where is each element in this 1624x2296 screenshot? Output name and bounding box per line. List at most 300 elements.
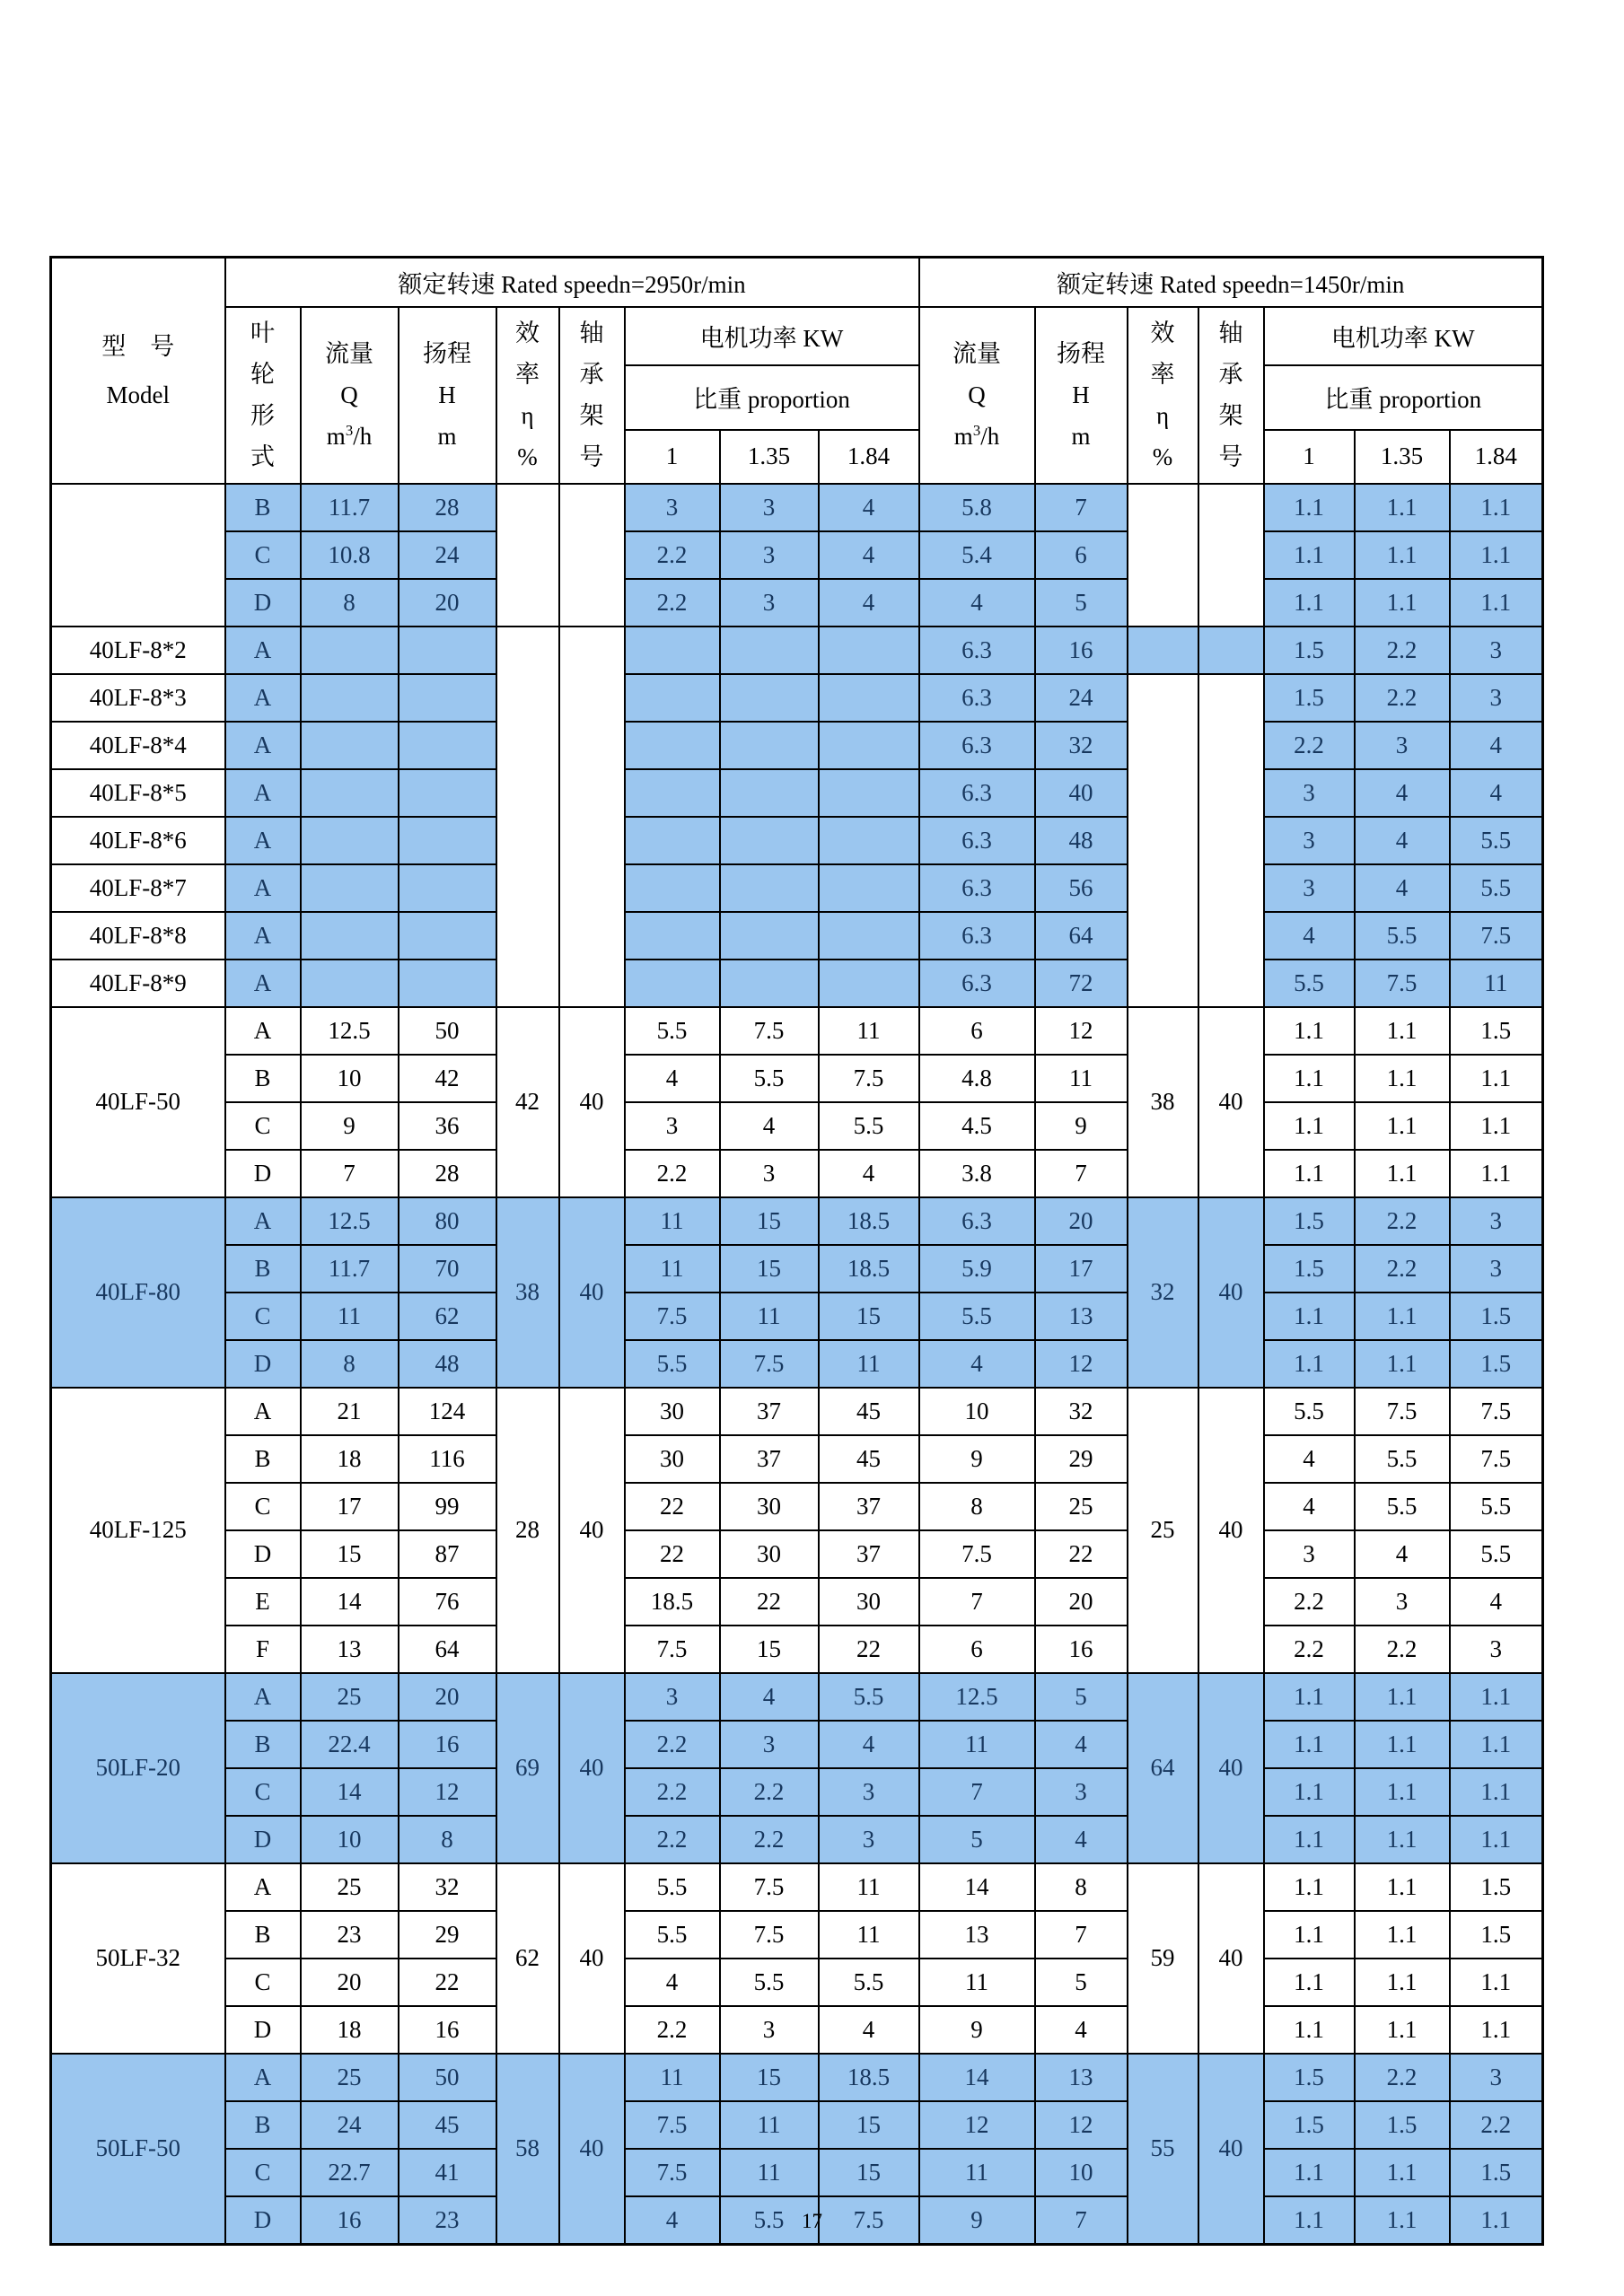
power-cell-2950-sg184: 37	[819, 1483, 919, 1530]
flow-cell-1450: 10	[919, 1388, 1035, 1435]
proportion-header-2950: 比重 proportion	[625, 365, 919, 430]
power-cell-1450-sg135: 5.5	[1355, 1483, 1450, 1530]
impeller-cell: D	[225, 1530, 301, 1578]
table-row	[51, 1435, 1543, 1483]
power-cell-1450-sg184: 7.5	[1450, 912, 1543, 960]
power-cell-1450-sg1: 1.1	[1264, 2149, 1355, 2196]
power-cell-2950-sg1: 3	[625, 1102, 720, 1150]
flow-cell-1450: 7	[919, 1768, 1035, 1816]
power-cell-2950-sg135: 11	[720, 1293, 819, 1340]
power-cell-2950-sg184: 18.5	[819, 2054, 919, 2101]
impeller-cell: B	[225, 484, 301, 531]
power-cell-2950-sg1: 11	[625, 1197, 720, 1245]
flow-cell-2950: 23	[301, 1911, 399, 1959]
power-cell-2950-sg135: 15	[720, 1245, 819, 1293]
power-cell-2950-sg135: 11	[720, 2149, 819, 2196]
flow-cell-2950	[301, 912, 399, 960]
flow-cell-1450: 12.5	[919, 1673, 1035, 1721]
power-cell-2950-sg1: 2.2	[625, 579, 720, 627]
power-cell-1450-sg1: 1.1	[1264, 1816, 1355, 1863]
model-cell: 40LF-8*6	[51, 817, 225, 864]
flow-cell-1450: 8	[919, 1483, 1035, 1530]
power-cell-2950-sg1: 3	[625, 1673, 720, 1721]
power-cell-1450-sg135: 1.1	[1355, 1721, 1450, 1768]
power-cell-2950-sg135: 4	[720, 1102, 819, 1150]
impeller-cell: C	[225, 2149, 301, 2196]
head-cell-2950	[399, 960, 496, 1007]
power-cell-2950-sg1: 4	[625, 1959, 720, 2006]
head-cell-2950: 28	[399, 1150, 496, 1197]
head-cell-1450: 20	[1035, 1578, 1128, 1626]
head-cell-1450: 64	[1035, 912, 1128, 960]
impeller-cell: C	[225, 1959, 301, 2006]
impeller-cell: E	[225, 1578, 301, 1626]
table-row	[51, 1197, 1543, 1245]
head-cell-2950: 116	[399, 1435, 496, 1483]
power-cell-2950-sg184: 45	[819, 1435, 919, 1483]
power-cell-2950-sg1	[625, 674, 720, 722]
power-cell-2950-sg135	[720, 960, 819, 1007]
table-row	[51, 1816, 1543, 1863]
power-cell-2950-sg1: 5.5	[625, 1007, 720, 1055]
impeller-cell: D	[225, 2006, 301, 2054]
power-cell-1450-sg184: 7.5	[1450, 1388, 1543, 1435]
power-cell-1450-sg135: 1.1	[1355, 1768, 1450, 1816]
impeller-cell: A	[225, 1007, 301, 1055]
head-cell-1450: 5	[1035, 1673, 1128, 1721]
power-cell-2950-sg184: 15	[819, 1293, 919, 1340]
flow-cell-1450: 11	[919, 1959, 1035, 2006]
power-cell-2950-sg135: 37	[720, 1388, 819, 1435]
power-cell-2950-sg184: 15	[819, 2101, 919, 2149]
flow-cell-1450: 6.3	[919, 674, 1035, 722]
flow-cell-2950: 11	[301, 1293, 399, 1340]
power-cell-1450-sg184: 4	[1450, 769, 1543, 817]
bearing-cell-1450: 40	[1198, 1673, 1264, 1863]
power-cell-2950-sg135: 3	[720, 1150, 819, 1197]
flow-cell-2950: 10	[301, 1816, 399, 1863]
power-cell-1450-sg135: 1.1	[1355, 1340, 1450, 1388]
power-cell-2950-sg135: 3	[720, 1721, 819, 1768]
head-cell-2950: 48	[399, 1340, 496, 1388]
power-cell-1450-sg184: 1.5	[1450, 1911, 1543, 1959]
power-cell-1450-sg1: 2.2	[1264, 1578, 1355, 1626]
head-cell-2950	[399, 627, 496, 674]
impeller-cell: A	[225, 2054, 301, 2101]
power-cell-2950-sg135	[720, 769, 819, 817]
power-cell-1450-sg135: 7.5	[1355, 960, 1450, 1007]
power-cell-2950-sg1: 7.5	[625, 1293, 720, 1340]
efficiency-cell-1450: 38	[1128, 1007, 1198, 1197]
head-cell-2950: 41	[399, 2149, 496, 2196]
model-cell: 40LF-8*5	[51, 769, 225, 817]
head-cell-2950: 87	[399, 1530, 496, 1578]
flow-cell-1450: 6.3	[919, 1197, 1035, 1245]
head-cell-1450: 7	[1035, 1911, 1128, 1959]
flow-cell-2950: 20	[301, 1959, 399, 2006]
bearing-cell-2950: 40	[559, 1863, 625, 2054]
power-cell-1450-sg135: 1.1	[1355, 1150, 1450, 1197]
efficiency-cell-1450: 55	[1128, 2054, 1198, 2245]
power-cell-1450-sg184: 3	[1450, 1197, 1543, 1245]
power-cell-1450-sg1: 1.1	[1264, 1007, 1355, 1055]
power-cell-2950-sg1: 5.5	[625, 1911, 720, 1959]
flow-cell-1450: 4.8	[919, 1055, 1035, 1102]
power-cell-2950-sg1: 2.2	[625, 1150, 720, 1197]
power-cell-1450-sg1: 3	[1264, 817, 1355, 864]
power-cell-2950-sg1: 7.5	[625, 1626, 720, 1673]
flow-cell-2950: 16	[301, 2196, 399, 2245]
flow-unit: $m^3/h$	[326, 422, 373, 450]
power-cell-1450-sg135: 2.2	[1355, 1197, 1450, 1245]
power-cell-1450-sg184: 1.1	[1450, 1150, 1543, 1197]
impeller-cell: A	[225, 960, 301, 1007]
flow-cell-2950: 25	[301, 2054, 399, 2101]
impeller-cell: A	[225, 769, 301, 817]
power-cell-2950-sg184: 11	[819, 1007, 919, 1055]
power-cell-2950-sg184	[819, 769, 919, 817]
power-cell-1450-sg135: 2.2	[1355, 674, 1450, 722]
flow-cell-2950	[301, 960, 399, 1007]
impeller-cell: B	[225, 2101, 301, 2149]
power-cell-1450-sg184: 3	[1450, 1245, 1543, 1293]
flow-cell-1450: 14	[919, 1863, 1035, 1911]
head-cell-2950: 12	[399, 1768, 496, 1816]
flow-cell-2950: 7	[301, 1150, 399, 1197]
flow-cell-2950: 10.8	[301, 531, 399, 579]
power-cell-1450-sg184: 4	[1450, 722, 1543, 769]
power-cell-2950-sg184	[819, 674, 919, 722]
power-cell-1450-sg1: 1.1	[1264, 1055, 1355, 1102]
table-row	[51, 531, 1543, 579]
power-cell-2950-sg135: 7.5	[720, 1340, 819, 1388]
power-cell-1450-sg184: 3	[1450, 1626, 1543, 1673]
power-cell-1450-sg184: 1.1	[1450, 1721, 1543, 1768]
power-cell-2950-sg135	[720, 674, 819, 722]
table-header	[51, 258, 1543, 484]
flow-cell-2950: 14	[301, 1578, 399, 1626]
head-cell-2950: 99	[399, 1483, 496, 1530]
efficiency-cell-1450	[1128, 627, 1198, 674]
table-row	[51, 1102, 1543, 1150]
table-row	[51, 1626, 1543, 1673]
flow-cell-2950: 8	[301, 1340, 399, 1388]
head-cell-2950: 24	[399, 531, 496, 579]
power-cell-1450-sg135: 1.1	[1355, 1863, 1450, 1911]
table-body	[51, 484, 1543, 2245]
power-cell-2950-sg1: 11	[625, 2054, 720, 2101]
power-cell-1450-sg135: 1.1	[1355, 1959, 1450, 2006]
power-cell-1450-sg184: 1.5	[1450, 1293, 1543, 1340]
flow-cell-1450: 11	[919, 2149, 1035, 2196]
power-cell-1450-sg135: 7.5	[1355, 1388, 1450, 1435]
power-cell-2950-sg184	[819, 722, 919, 769]
head-cell-1450: 25	[1035, 1483, 1128, 1530]
power-cell-2950-sg184: 18.5	[819, 1245, 919, 1293]
power-cell-1450-sg1: 5.5	[1264, 960, 1355, 1007]
power-cell-1450-sg1: 1.1	[1264, 2006, 1355, 2054]
impeller-cell: A	[225, 817, 301, 864]
model-cell	[51, 484, 225, 627]
head-cell-2950: 8	[399, 1816, 496, 1863]
model-cell: 40LF-8*2	[51, 627, 225, 674]
flow-cell-1450: 5.4	[919, 531, 1035, 579]
power-cell-2950-sg135: 7.5	[720, 1007, 819, 1055]
table-row	[51, 912, 1543, 960]
power-cell-2950-sg135: 15	[720, 1626, 819, 1673]
head-cell-1450: 4	[1035, 1721, 1128, 1768]
power-cell-1450-sg1: 3	[1264, 864, 1355, 912]
power-cell-2950-sg1: 7.5	[625, 2101, 720, 2149]
power-cell-2950-sg135: 2.2	[720, 1816, 819, 1863]
impeller-cell: A	[225, 864, 301, 912]
flow-header-2950: 流量 Q $m^3/h$	[301, 307, 399, 484]
power-cell-2950-sg184: 18.5	[819, 1197, 919, 1245]
flow-cell-2950: 11.7	[301, 484, 399, 531]
table-row	[51, 1388, 1543, 1435]
power-cell-1450-sg135: 4	[1355, 817, 1450, 864]
speed-header-1450: 额定转速 Rated speedn=1450r/min	[919, 258, 1543, 307]
power-cell-1450-sg1: 1.1	[1264, 1673, 1355, 1721]
power-cell-1450-sg1: 1.5	[1264, 627, 1355, 674]
power-cell-2950-sg1: 30	[625, 1435, 720, 1483]
head-cell-1450: 6	[1035, 531, 1128, 579]
power-cell-1450-sg1: 1.1	[1264, 579, 1355, 627]
power-cell-2950-sg1: 18.5	[625, 1578, 720, 1626]
power-cell-2950-sg184: 4	[819, 1150, 919, 1197]
power-cell-1450-sg184: 5.5	[1450, 817, 1543, 864]
flow-cell-1450: 7	[919, 1578, 1035, 1626]
head-cell-2950: 70	[399, 1245, 496, 1293]
power-cell-1450-sg1: 2.2	[1264, 1626, 1355, 1673]
power-cell-2950-sg184: 3	[819, 1816, 919, 1863]
power-cell-2950-sg135: 5.5	[720, 1959, 819, 2006]
model-cell: 40LF-8*7	[51, 864, 225, 912]
power-cell-2950-sg184: 3	[819, 1768, 919, 1816]
efficiency-cell-2950	[496, 627, 559, 1007]
table-row	[51, 627, 1543, 674]
efficiency-cell-1450: 59	[1128, 1863, 1198, 2054]
power-cell-1450-sg1: 1.1	[1264, 1150, 1355, 1197]
power-cell-1450-sg184: 1.1	[1450, 1055, 1543, 1102]
flow-cell-2950: 15	[301, 1530, 399, 1578]
head-cell-2950: 50	[399, 2054, 496, 2101]
power-cell-2950-sg135: 3	[720, 2006, 819, 2054]
power-cell-1450-sg1: 1.1	[1264, 1293, 1355, 1340]
head-cell-2950: 16	[399, 1721, 496, 1768]
impeller-cell: A	[225, 722, 301, 769]
power-cell-2950-sg135: 3	[720, 531, 819, 579]
flow-cell-2950: 10	[301, 1055, 399, 1102]
head-cell-1450: 24	[1035, 674, 1128, 722]
power-cell-2950-sg135	[720, 817, 819, 864]
power-cell-1450-sg135: 1.1	[1355, 1102, 1450, 1150]
flow-cell-2950: 9	[301, 1102, 399, 1150]
power-cell-1450-sg184: 7.5	[1450, 1435, 1543, 1483]
bearing-cell-2950: 40	[559, 2054, 625, 2245]
power-cell-2950-sg1: 5.5	[625, 1863, 720, 1911]
table-row	[51, 1959, 1543, 2006]
table-row	[51, 1673, 1543, 1721]
head-cell-2950: 64	[399, 1626, 496, 1673]
efficiency-cell-1450	[1128, 484, 1198, 627]
power-cell-2950-sg135: 15	[720, 2054, 819, 2101]
power-cell-1450-sg135: 4	[1355, 769, 1450, 817]
power-cell-1450-sg1: 1.5	[1264, 674, 1355, 722]
efficiency-cell-2950: 38	[496, 1197, 559, 1388]
page-number: 17	[802, 2210, 822, 2232]
model-cell: 50LF-32	[51, 1863, 225, 2054]
head-cell-2950: 124	[399, 1388, 496, 1435]
efficiency-cell-1450: 64	[1128, 1673, 1198, 1863]
power-cell-1450-sg135: 1.1	[1355, 2149, 1450, 2196]
power-cell-2950-sg135: 22	[720, 1578, 819, 1626]
head-cell-2950: 42	[399, 1055, 496, 1102]
power-cell-1450-sg184: 3	[1450, 627, 1543, 674]
power-cell-1450-sg184: 1.1	[1450, 531, 1543, 579]
flow-cell-2950	[301, 627, 399, 674]
power-cell-2950-sg184: 7.5	[819, 2196, 919, 2245]
power-cell-2950-sg1	[625, 864, 720, 912]
power-cell-2950-sg184: 4	[819, 531, 919, 579]
power-cell-2950-sg184	[819, 912, 919, 960]
power-cell-1450-sg184: 1.1	[1450, 2196, 1543, 2245]
flow-cell-1450: 6.3	[919, 817, 1035, 864]
head-cell-1450: 7	[1035, 1150, 1128, 1197]
power-cell-1450-sg1: 3	[1264, 1530, 1355, 1578]
power-cell-1450-sg1: 1.1	[1264, 1768, 1355, 1816]
model-cell: 40LF-8*3	[51, 674, 225, 722]
head-cell-2950	[399, 769, 496, 817]
power-cell-2950-sg1: 2.2	[625, 1721, 720, 1768]
head-cell-1450: 5	[1035, 579, 1128, 627]
efficiency-cell-2950: 42	[496, 1007, 559, 1197]
flow-cell-1450: 6.3	[919, 864, 1035, 912]
power-cell-1450-sg1: 1.5	[1264, 1245, 1355, 1293]
power-cell-2950-sg135: 3	[720, 579, 819, 627]
power-cell-1450-sg1: 1.1	[1264, 1959, 1355, 2006]
power-cell-1450-sg1: 1.1	[1264, 1863, 1355, 1911]
power-cell-1450-sg135: 5.5	[1355, 1435, 1450, 1483]
impeller-cell: B	[225, 1055, 301, 1102]
power-cell-2950-sg1: 11	[625, 1245, 720, 1293]
head-cell-2950: 62	[399, 1293, 496, 1340]
power-cell-1450-sg135: 3	[1355, 1578, 1450, 1626]
power-cell-1450-sg184: 1.5	[1450, 1863, 1543, 1911]
impeller-cell: C	[225, 1483, 301, 1530]
head-cell-1450: 29	[1035, 1435, 1128, 1483]
power-cell-1450-sg184: 1.1	[1450, 484, 1543, 531]
impeller-cell: A	[225, 674, 301, 722]
table-row	[51, 1245, 1543, 1293]
impeller-cell: A	[225, 912, 301, 960]
bearing-cell-2950	[559, 484, 625, 627]
power-cell-2950-sg184	[819, 627, 919, 674]
power-cell-1450-sg184: 1.1	[1450, 1816, 1543, 1863]
impeller-cell: A	[225, 1197, 301, 1245]
sg-header-2950-1: 1	[625, 430, 720, 484]
power-cell-2950-sg1: 5.5	[625, 1340, 720, 1388]
flow-unit: $m^3/h$	[953, 422, 1000, 450]
impeller-cell: B	[225, 1245, 301, 1293]
table-row	[51, 1578, 1543, 1626]
power-cell-2950-sg135: 15	[720, 1197, 819, 1245]
bearing-cell-1450: 40	[1198, 1388, 1264, 1673]
flow-cell-1450: 6.3	[919, 627, 1035, 674]
flow-cell-1450: 4	[919, 1340, 1035, 1388]
flow-cell-2950: 22.4	[301, 1721, 399, 1768]
model-header-en: Model	[106, 381, 170, 408]
power-cell-2950-sg184: 11	[819, 1340, 919, 1388]
head-cell-1450: 12	[1035, 2101, 1128, 2149]
power-cell-2950-sg184: 22	[819, 1626, 919, 1673]
impeller-cell: C	[225, 531, 301, 579]
table-row	[51, 484, 1543, 531]
power-cell-1450-sg1: 1.1	[1264, 1102, 1355, 1150]
head-cell-2950: 23	[399, 2196, 496, 2245]
impeller-cell: B	[225, 1721, 301, 1768]
power-cell-2950-sg135: 37	[720, 1435, 819, 1483]
model-cell: 40LF-50	[51, 1007, 225, 1197]
impeller-cell: B	[225, 1911, 301, 1959]
efficiency-cell-2950	[496, 484, 559, 627]
flow-cell-2950: 13	[301, 1626, 399, 1673]
table-row	[51, 1055, 1543, 1102]
impeller-cell: D	[225, 1340, 301, 1388]
proportion-header-1450: 比重 proportion	[1264, 365, 1543, 430]
power-cell-1450-sg184: 11	[1450, 960, 1543, 1007]
head-cell-1450: 56	[1035, 864, 1128, 912]
power-cell-1450-sg1: 1.5	[1264, 1197, 1355, 1245]
power-cell-1450-sg1: 1.5	[1264, 2101, 1355, 2149]
head-cell-1450: 32	[1035, 722, 1128, 769]
flow-cell-1450: 9	[919, 2196, 1035, 2245]
power-cell-2950-sg135: 30	[720, 1483, 819, 1530]
power-cell-1450-sg184: 1.1	[1450, 1673, 1543, 1721]
table-row	[51, 1530, 1543, 1578]
head-cell-1450: 11	[1035, 1055, 1128, 1102]
head-cell-2950	[399, 912, 496, 960]
power-header-2950: 电机功率 KW	[625, 307, 919, 365]
bearing-header-1450: 轴 承 架 号	[1198, 307, 1264, 484]
table-row	[51, 1340, 1543, 1388]
head-cell-1450: 10	[1035, 2149, 1128, 2196]
power-cell-2950-sg135: 5.5	[720, 1055, 819, 1102]
head-cell-2950: 45	[399, 2101, 496, 2149]
power-cell-2950-sg184: 5.5	[819, 1102, 919, 1150]
power-cell-1450-sg1: 1.1	[1264, 2196, 1355, 2245]
flow-cell-1450: 13	[919, 1911, 1035, 1959]
power-cell-1450-sg184: 1.1	[1450, 1102, 1543, 1150]
efficiency-cell-2950: 62	[496, 1863, 559, 2054]
bearing-cell-1450: 40	[1198, 1863, 1264, 2054]
table-row	[51, 2054, 1543, 2101]
flow-cell-1450: 6.3	[919, 960, 1035, 1007]
head-cell-1450: 40	[1035, 769, 1128, 817]
head-cell-1450: 4	[1035, 1816, 1128, 1863]
impeller-cell: D	[225, 1150, 301, 1197]
power-cell-1450-sg1: 1.1	[1264, 531, 1355, 579]
power-cell-2950-sg1	[625, 817, 720, 864]
bearing-cell-2950	[559, 627, 625, 1007]
power-cell-2950-sg1	[625, 912, 720, 960]
table-row	[51, 1911, 1543, 1959]
table-row	[51, 1721, 1543, 1768]
head-cell-1450: 8	[1035, 1863, 1128, 1911]
power-cell-2950-sg184: 30	[819, 1578, 919, 1626]
head-cell-1450: 16	[1035, 1626, 1128, 1673]
flow-cell-1450: 7.5	[919, 1530, 1035, 1578]
